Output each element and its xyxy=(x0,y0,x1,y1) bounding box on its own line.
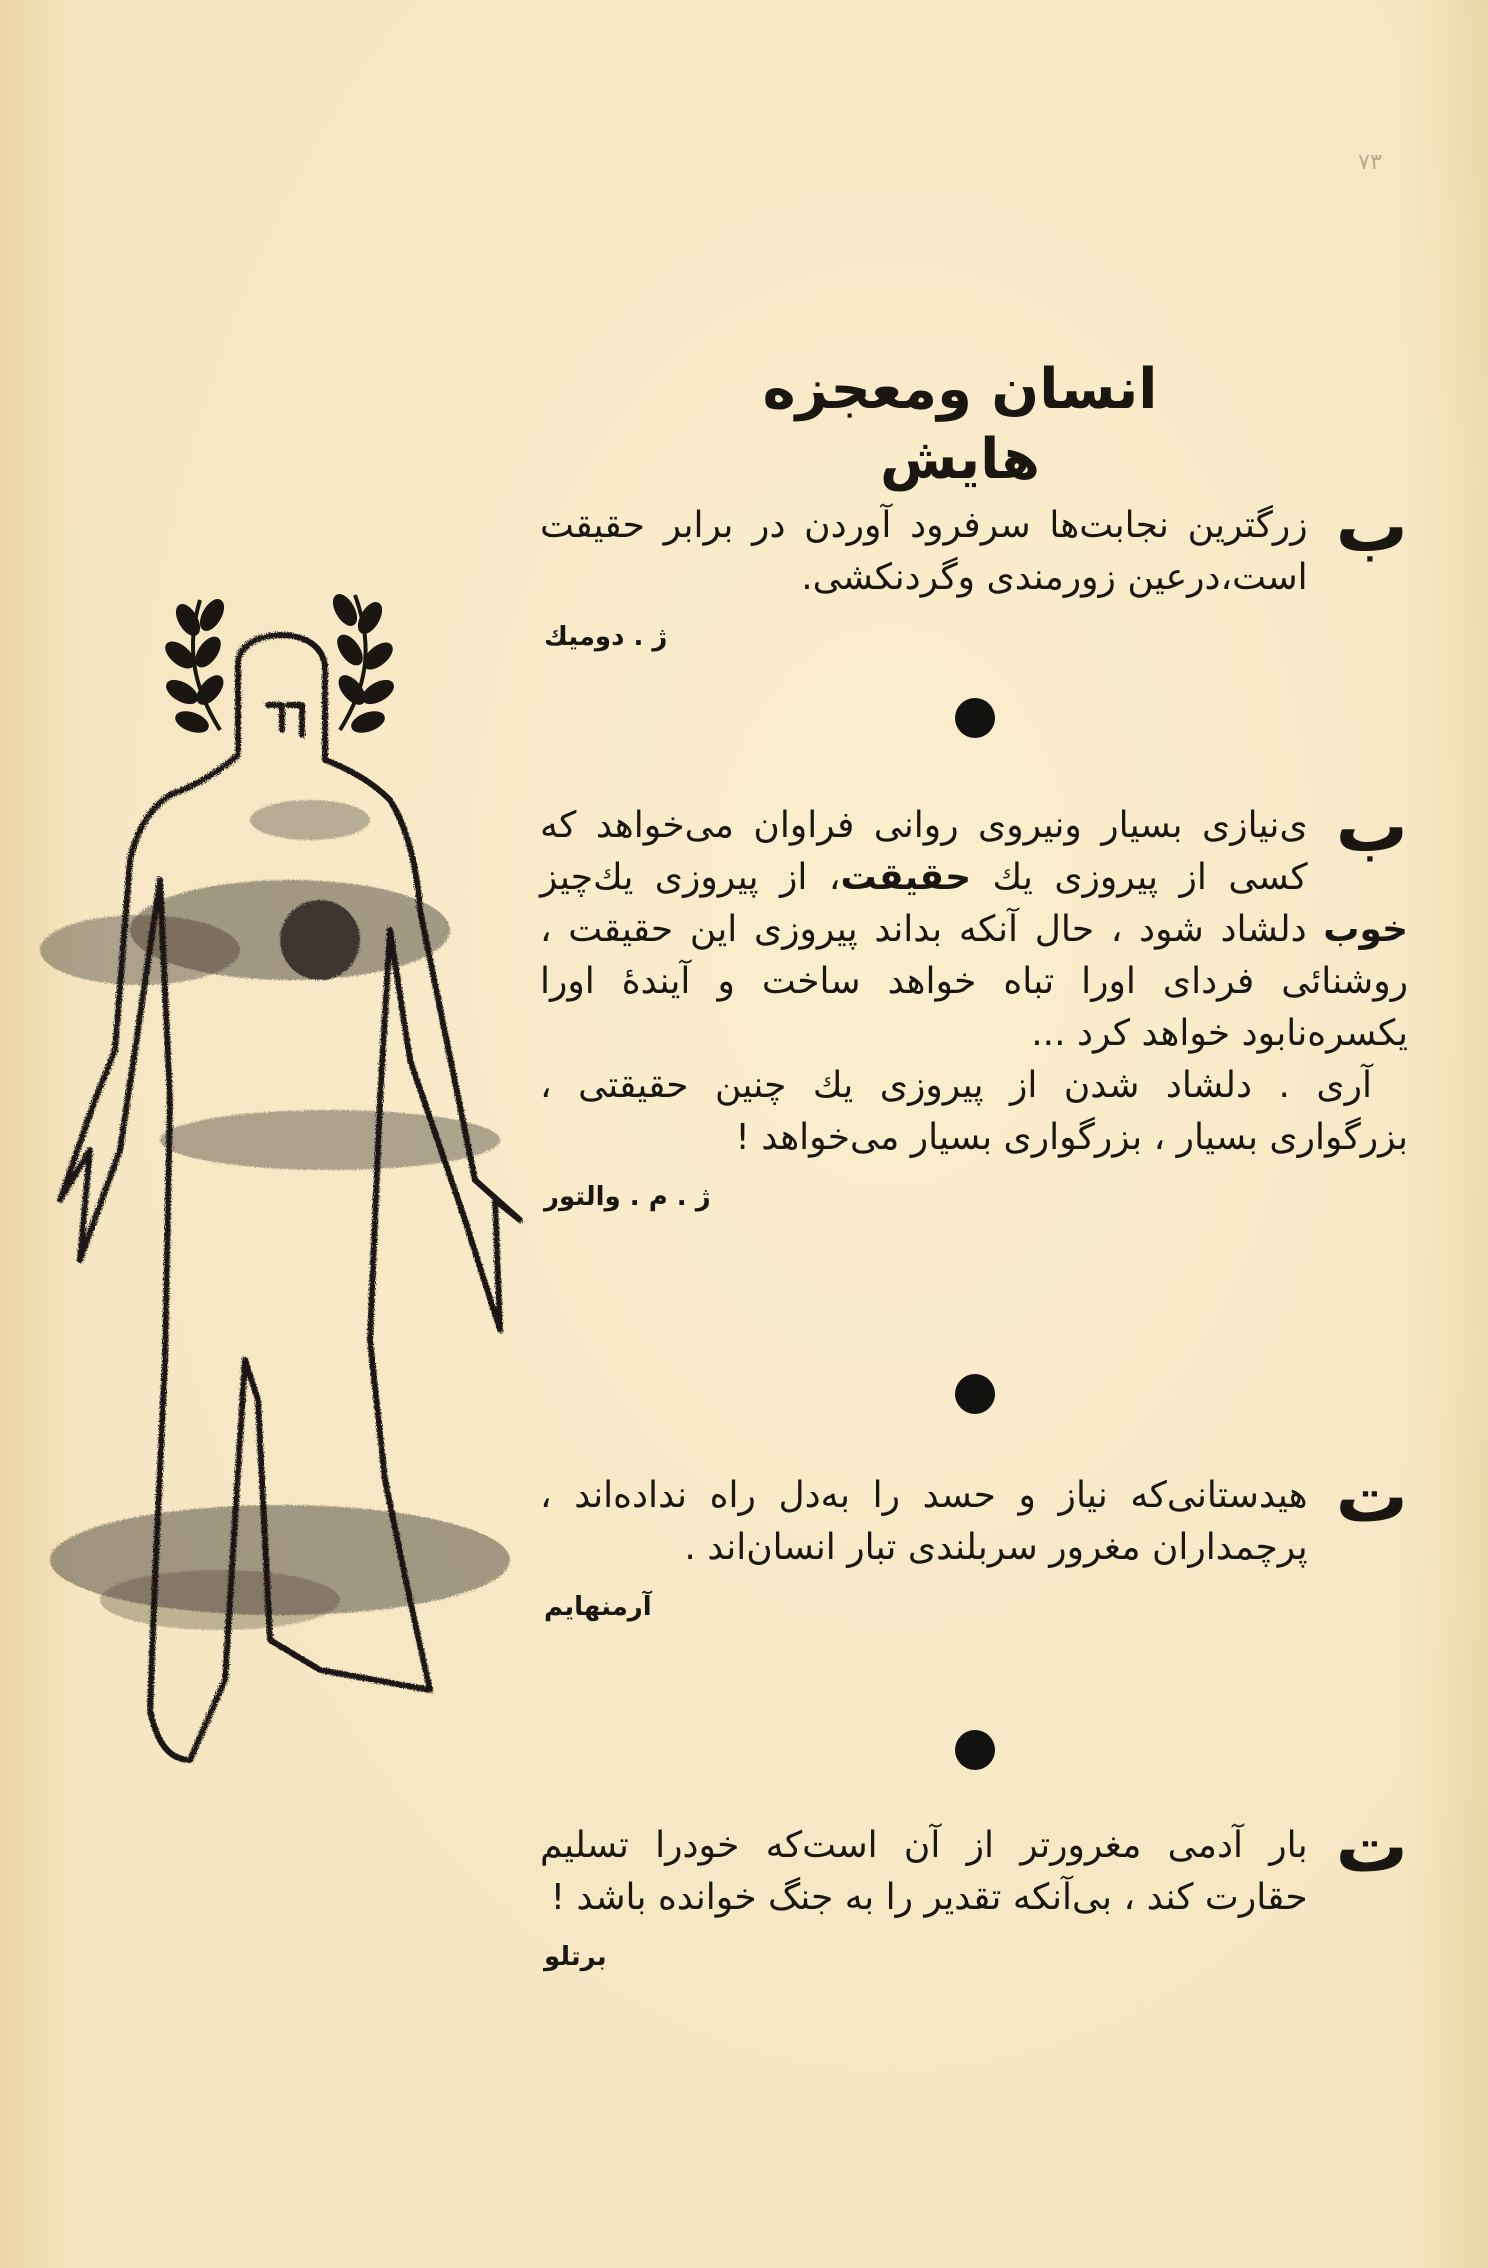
entry-text: ، از پیروزی یك‌چیز xyxy=(540,857,841,898)
laurel-branch-right xyxy=(330,592,396,735)
laurel-branch-left xyxy=(163,597,227,735)
bold-word: حقیقت xyxy=(840,857,972,898)
entry-text: هیدستانی‌که نیاز و حسد را به‌دل راه نداده‌اند ، پرچمداران مغرور سربلندی تبار انسان‌اند . xyxy=(540,1475,1308,1568)
initial-letter: ب xyxy=(1335,484,1408,568)
author-name: ژ . دومیك xyxy=(544,622,668,652)
page-title: انسان ومعجزه هایش xyxy=(762,357,1158,492)
entry-paragraph xyxy=(540,484,1408,604)
human-figure-illustration xyxy=(20,580,540,1780)
entry-paragraph xyxy=(540,1060,1408,1164)
speckle-bands xyxy=(40,800,510,1630)
author-name: آرمنهایم xyxy=(544,1592,652,1622)
entry-paragraph xyxy=(540,1804,1408,1924)
entry-1 xyxy=(540,484,1408,652)
entry-paragraph xyxy=(540,1454,1408,1574)
author-name: برتلو xyxy=(544,1942,607,1972)
entry-text: آری . دلشاد شدن از پیروزی یك چنین حقیقتی ، بزرگواری بسیار ، بزرگواری بسیار می‌خواهد ! xyxy=(540,1065,1408,1158)
separator-dot xyxy=(955,1374,995,1414)
entry-text: دلشاد شود ، حال آنکه بداند پیروزی این حقیقت ، روشنائی فردای اورا تباه خواهد ساخت و آیندهٔ اورا یکسره‌نابود خواهد کرد ... xyxy=(540,909,1408,1054)
author-name: ژ . م . والتور xyxy=(544,1182,711,1212)
entry-text: بار آدمی مغرورتر از آن است‌که خودرا تسلیم حقارت کند ، بی‌آنکه تقدیر را به جنگ خوانده باشد ! xyxy=(540,1825,1308,1918)
bold-word: خوب xyxy=(1323,909,1408,950)
entry-2 xyxy=(540,784,1408,1212)
separator-dot xyxy=(955,698,995,738)
separator-dot xyxy=(955,1730,995,1770)
initial-letter: ت xyxy=(1335,1454,1408,1538)
entry-paragraph xyxy=(540,784,1408,1060)
entry-4 xyxy=(540,1804,1408,1972)
initial-letter: ب xyxy=(1335,784,1408,868)
initial-letter: ت xyxy=(1335,1804,1408,1888)
entry-3 xyxy=(540,1454,1408,1622)
page-number: ۷۳ xyxy=(1358,150,1382,175)
entry-text: زرگترین نجابت‌ها سرفرود آوردن در برابر حقیقت است،درعین زورمندی وگردنکشی. xyxy=(540,505,1308,598)
entry-text: ی‌نیازی بسیار ونیروی روانی فراوان می‌خواهد که کسی از پیروزی یك xyxy=(540,805,1308,898)
